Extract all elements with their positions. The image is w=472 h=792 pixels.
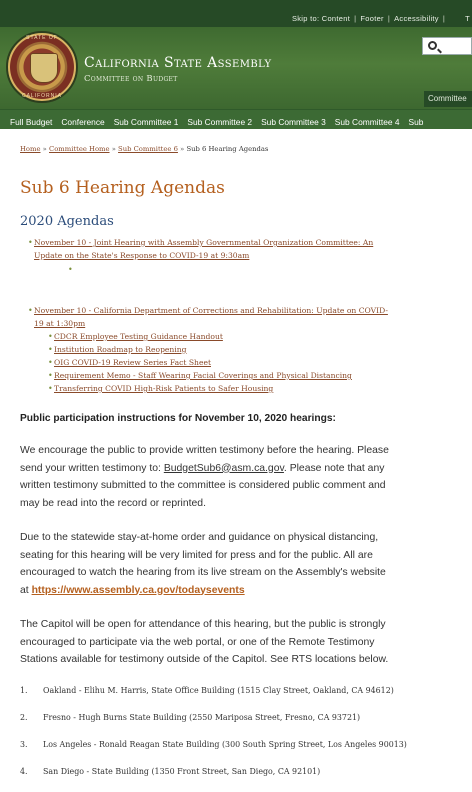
seal-top-text: STATE OF bbox=[26, 35, 58, 41]
committee-tab[interactable]: Committee bbox=[424, 91, 472, 107]
assembly-seal-logo[interactable] bbox=[6, 31, 78, 103]
accessibility-link[interactable]: Accessibility bbox=[394, 14, 439, 23]
seal-emblem-icon bbox=[30, 53, 58, 83]
utility-links: Skip to: Content | Footer | Accessibility | T bbox=[291, 14, 470, 23]
rts-location-item: 3. Los Angeles - Ronald Reagan State Building (300 South Spring Street, Los Angeles 90013) bbox=[20, 740, 407, 749]
agenda-link-line[interactable]: November 10 - Joint Hearing with Assembly Governmental Organization Committee: An bbox=[34, 238, 374, 247]
bullet-icon: • bbox=[68, 265, 73, 274]
handout-item bbox=[48, 356, 211, 369]
handout-link[interactable]: Transferring COVID High-Risk Patients to Safer Housing bbox=[54, 384, 274, 393]
instructions-heading: Public participation instructions for November 10, 2020 hearings: bbox=[20, 413, 336, 424]
breadcrumb-committee-home[interactable]: Committee Home bbox=[49, 145, 110, 153]
written-testimony-paragraph: We encourage the public to provide written testimony before the hearing. Please send your written testimony to: BudgetSub6@asm.ca.gov. Please note that any written testimony submitted to the committee is considered public comment and may be read into the record or reprinted. bbox=[20, 445, 389, 509]
bullet-icon: • bbox=[48, 371, 53, 380]
bullet-icon: • bbox=[48, 345, 53, 354]
agenda-link-line[interactable]: 19 at 1:30pm bbox=[34, 319, 86, 328]
handout-item bbox=[48, 330, 223, 343]
bullet-icon: • bbox=[48, 384, 53, 393]
bullet-icon: • bbox=[28, 238, 33, 247]
search-icon[interactable] bbox=[428, 41, 437, 50]
nav-sub-committee-1[interactable]: Sub Committee 1 bbox=[113, 117, 179, 127]
handout-item bbox=[48, 369, 352, 382]
agenda-link-line[interactable]: Update on the State's Response to COVID-19 at 9:30am bbox=[34, 251, 250, 260]
utility-bar bbox=[0, 0, 472, 27]
search-box[interactable] bbox=[422, 37, 472, 55]
handout-link[interactable]: Institution Roadmap to Reopening bbox=[54, 345, 187, 354]
breadcrumb-current: Sub 6 Hearing Agendas bbox=[186, 145, 269, 153]
capitol-attendance-paragraph: The Capitol will be open for attendance of this hearing, but the public is strongly encouraged to participate via the web portal, or one of the Remote Testimony Stations available for testimony outside of the Capitol. See RTS locations below. bbox=[20, 619, 389, 665]
bullet-icon: • bbox=[48, 358, 53, 367]
section-heading: 2020 Agendas bbox=[20, 214, 114, 229]
handout-link[interactable]: OIG COVID-19 Review Series Fact Sheet bbox=[54, 358, 211, 367]
rts-location-item: 1. Oakland - Elihu M. Harris, State Office Building (1515 Clay Street, Oakland, CA 94612) bbox=[20, 686, 394, 695]
rts-location-item: 2. Fresno - Hugh Burns State Building (2550 Mariposa Street, Fresno, CA 93721) bbox=[20, 713, 361, 722]
footer-link[interactable]: Footer bbox=[360, 14, 384, 23]
bullet-icon: • bbox=[28, 306, 33, 315]
site-subtitle: Committee on Budget bbox=[84, 74, 178, 84]
agenda-link-line[interactable]: November 10 - California Department of Corrections and Rehabilitation: Update on COVID- bbox=[34, 306, 388, 315]
rts-location-item: 4. San Diego - State Building (1350 Front Street, San Diego, CA 92101) bbox=[20, 767, 321, 776]
nav-conference[interactable]: Conference bbox=[61, 117, 105, 127]
breadcrumb: Home » Committee Home » Sub Committee 6 » Sub 6 Hearing Agendas bbox=[20, 145, 269, 153]
handout-item bbox=[48, 382, 274, 395]
breadcrumb-sub-committee[interactable]: Sub Committee 6 bbox=[118, 145, 178, 153]
nav-sub-committee-3[interactable]: Sub Committee 3 bbox=[261, 117, 326, 127]
site-banner bbox=[0, 27, 472, 109]
nav-full-budget[interactable]: Full Budget bbox=[10, 117, 53, 127]
utility-link-truncated[interactable]: T bbox=[465, 14, 470, 23]
nav-sub-truncated[interactable]: Sub bbox=[408, 117, 424, 127]
nav-sub-committee-2[interactable]: Sub Committee 2 bbox=[187, 117, 253, 127]
skip-to-content-link[interactable]: Skip to: Content bbox=[291, 14, 351, 23]
agenda-item bbox=[28, 236, 442, 262]
handout-link[interactable]: Requirement Memo - Staff Wearing Facial Coverings and Physical Distancing bbox=[54, 371, 352, 380]
handout-link[interactable]: CDCR Employee Testing Guidance Handout bbox=[54, 332, 223, 341]
breadcrumb-home[interactable]: Home bbox=[20, 145, 41, 153]
handout-item bbox=[48, 343, 187, 356]
todays-events-link[interactable]: https://www.assembly.ca.gov/todaysevents bbox=[31, 584, 245, 596]
site-title[interactable]: California State Assembly bbox=[84, 55, 272, 71]
agenda-item bbox=[28, 304, 442, 330]
stay-at-home-paragraph: Due to the statewide stay-at-home order and guidance on physical distancing, seating for this hearing will be very limited for press and for the public. All are encouraged to watch the hearing from its live stream on the Assembly's website at https://www.assembly.ca.gov/todaysevents bbox=[20, 532, 386, 596]
main-nav bbox=[0, 109, 472, 129]
email-link[interactable]: BudgetSub6@asm.ca.gov bbox=[163, 462, 284, 474]
bullet-icon: • bbox=[48, 332, 53, 341]
page-title: Sub 6 Hearing Agendas bbox=[20, 178, 225, 198]
nav-sub-committee-4[interactable]: Sub Committee 4 bbox=[334, 117, 400, 127]
seal-bottom-text: CALIFORNIA bbox=[21, 93, 62, 99]
